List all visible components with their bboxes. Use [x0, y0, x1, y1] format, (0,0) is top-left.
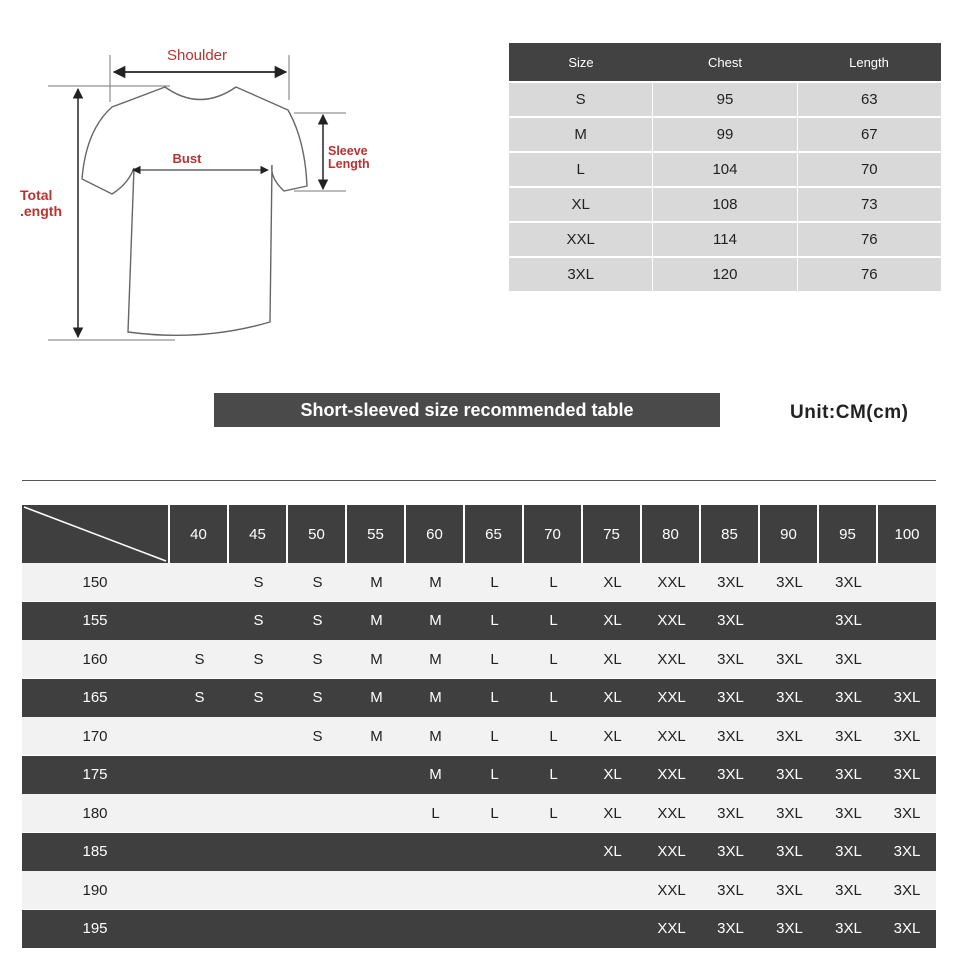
diagonal-divider-icon [22, 505, 168, 563]
size-recommendation-cell: 3XL [776, 804, 803, 822]
size-recommendation-cell: 3XL [893, 843, 921, 860]
size-recommendation-cell: 3XL [776, 727, 803, 745]
size-recommendation-cell: L [431, 804, 440, 822]
size-recommendation-cell: 3XL [893, 766, 921, 783]
size-recommendation-cell: M [429, 766, 442, 783]
size-recommendation-cell: XL [603, 650, 622, 668]
size-recommendation-cell: XXL [657, 766, 686, 783]
size-recommendation-cell: S [253, 689, 264, 706]
table-row [22, 910, 936, 948]
size-recommendation-cell: XL [603, 727, 622, 745]
size-recommendation-cell: S [253, 612, 264, 629]
size-recommendation-cell: M [429, 573, 442, 591]
size-recommendation-cell: 3XL [893, 804, 921, 822]
size-recommendation-cell: S [194, 689, 205, 706]
chest-header: Chest [708, 54, 742, 70]
size-recommendation-cell: M [429, 727, 442, 745]
size-recommendation-cell: L [490, 612, 499, 629]
size-recommendation-cell: L [549, 573, 558, 591]
size-recommendation-cell: L [490, 573, 499, 591]
sleeve-label-line1: Sleeve [328, 144, 368, 158]
size-recommendation-cell: L [549, 766, 558, 783]
size-recommendation-cell: 3XL [717, 689, 744, 706]
size-recommendation-cell: L [549, 689, 558, 706]
shoulder-label: Shoulder [166, 47, 228, 64]
weight-header-cell: 100 [878, 505, 936, 563]
height-cell: 165 [82, 689, 108, 706]
size-recommendation-cell: 3XL [717, 766, 744, 783]
size-recommendation-cell: L [490, 804, 499, 822]
total-length-label-line1: Total [20, 187, 53, 203]
size-recommendation-cell: 3XL [835, 843, 862, 860]
size-recommendation-cell: XL [603, 804, 622, 822]
size-recommendation-cell: 3XL [835, 727, 862, 745]
size-recommendation-cell: L [549, 612, 558, 629]
size-recommendation-cell: 3XL [835, 881, 862, 899]
size-recommendation-cell: 3XL [835, 612, 862, 629]
chest-cell: 104 [653, 153, 796, 186]
size-recommendation-cell: S [312, 727, 323, 745]
tshirt-outline [82, 87, 307, 335]
weight-header-cell: 40 [170, 505, 227, 563]
size-recommendation-cell: XL [603, 689, 622, 706]
weight-header-cell: 50 [288, 505, 345, 563]
size-recommendation-cell: XXL [657, 804, 686, 822]
size-recommendation-cell: 3XL [717, 573, 744, 591]
length-cell: 73 [798, 188, 941, 221]
size-recommendation-cell: 3XL [776, 573, 803, 591]
chest-cell: 114 [653, 223, 796, 256]
size-recommendation-cell: 3XL [893, 689, 921, 706]
size-recommendation-cell: 3XL [776, 843, 803, 860]
size-header: Size [568, 54, 594, 70]
weight-header-cell: 75 [583, 505, 640, 563]
table-row [22, 833, 936, 871]
size-recommendation-cell: 3XL [835, 920, 862, 937]
size-row [509, 151, 941, 186]
recommended-table-title: Short-sleeved size recommended table [214, 393, 720, 427]
height-cell: 175 [82, 766, 108, 783]
corner-cell [22, 505, 168, 563]
size-cell: M [509, 118, 652, 151]
size-recommendation-cell: 3XL [835, 689, 862, 706]
weight-header-cell: 65 [465, 505, 522, 563]
size-recommendation-cell: 3XL [776, 689, 803, 706]
size-cell: S [509, 83, 652, 116]
length-cell: 63 [798, 83, 941, 116]
size-recommendation-cell: 3XL [717, 650, 744, 668]
sleeve-label-line2: Length [328, 157, 370, 171]
table-row [22, 717, 936, 755]
size-table-header [509, 43, 941, 81]
size-recommendation-cell: S [312, 689, 323, 706]
size-row [509, 186, 941, 221]
height-cell: 190 [82, 881, 108, 899]
bust-label: Bust [172, 151, 202, 166]
size-cell: XXL [509, 223, 652, 256]
weight-header-row [22, 505, 936, 563]
size-recommendation-cell: L [490, 727, 499, 745]
table-row [22, 871, 936, 909]
weight-header-cell: 80 [642, 505, 699, 563]
size-recommendation-cell: M [370, 689, 383, 706]
size-recommendation-cell: S [312, 573, 323, 591]
height-cell: 155 [82, 612, 108, 629]
chest-cell: 120 [653, 258, 796, 291]
table-row [22, 794, 936, 832]
size-recommendation-cell: L [490, 650, 499, 668]
size-recommendation-cell: 3XL [893, 727, 921, 745]
size-recommendation-cell: XXL [657, 881, 686, 899]
size-recommendation-cell: XXL [657, 650, 686, 668]
size-recommendation-cell: S [253, 650, 264, 668]
size-row [509, 256, 941, 291]
size-recommendation-cell: 3XL [893, 920, 921, 937]
size-recommendation-cell: XXL [657, 727, 686, 745]
weight-header-cell: 45 [229, 505, 286, 563]
size-measurement-table [509, 43, 941, 291]
table-row [22, 563, 936, 601]
table-row [22, 756, 936, 794]
height-cell: 150 [82, 573, 108, 591]
size-cell: L [509, 153, 652, 186]
weight-header-cell: 95 [819, 505, 876, 563]
height-cell: 195 [82, 920, 108, 937]
size-recommendation-cell: 3XL [717, 881, 744, 899]
table-row [22, 679, 936, 717]
weight-header-cell: 55 [347, 505, 404, 563]
size-recommendation-cell: 3XL [835, 650, 862, 668]
height-cell: 185 [82, 843, 108, 860]
size-recommendation-cell: XXL [657, 920, 686, 937]
size-cell: 3XL [509, 258, 652, 291]
length-cell: 76 [798, 223, 941, 256]
size-recommendation-cell: XXL [657, 689, 686, 706]
length-cell: 76 [798, 258, 941, 291]
length-header: Length [849, 54, 889, 70]
size-recommendation-cell: 3XL [717, 843, 744, 860]
size-recommendation-cell: XL [603, 843, 622, 860]
size-recommendation-cell: M [370, 650, 383, 668]
size-recommendation-cell: XXL [657, 612, 686, 629]
size-recommendation-cell: M [429, 612, 442, 629]
size-recommendation-cell: XL [603, 573, 622, 591]
size-recommendation-cell: M [370, 612, 383, 629]
size-recommendation-cell: L [549, 650, 558, 668]
size-recommendation-cell: 3XL [776, 881, 803, 899]
size-row [509, 81, 941, 116]
chest-cell: 99 [653, 118, 796, 151]
size-recommendation-cell: XXL [657, 573, 686, 591]
size-recommendation-cell: XXL [657, 843, 686, 860]
size-cell: XL [509, 188, 652, 221]
size-recommendation-cell: L [549, 804, 558, 822]
size-recommendation-cell: 3XL [717, 727, 744, 745]
height-cell: 160 [82, 650, 108, 668]
size-recommendation-cell: 3XL [717, 612, 744, 629]
chest-cell: 108 [653, 188, 796, 221]
table-row [22, 602, 936, 640]
size-recommendation-cell: L [549, 727, 558, 745]
table-top-divider [22, 480, 936, 481]
size-recommendation-cell: S [312, 650, 323, 668]
size-recommendation-cell: S [253, 573, 264, 591]
length-cell: 67 [798, 118, 941, 151]
size-recommendation-cell: 3XL [717, 920, 744, 937]
size-recommendation-cell: 3XL [776, 650, 803, 668]
size-recommendation-cell: S [312, 612, 323, 629]
length-cell: 70 [798, 153, 941, 186]
chest-cell: 95 [653, 83, 796, 116]
size-recommendation-cell: M [370, 727, 383, 745]
size-recommendation-cell: M [429, 650, 442, 668]
tshirt-measurement-diagram [0, 0, 400, 360]
total-length-label-line2: .ength [20, 203, 62, 219]
size-row [509, 221, 941, 256]
weight-header-cell: 85 [701, 505, 758, 563]
weight-header-cell: 90 [760, 505, 817, 563]
height-cell: 180 [82, 804, 108, 822]
unit-label: Unit:CM(cm) [790, 402, 909, 423]
size-recommendation-cell: L [490, 766, 499, 783]
weight-header-cell: 70 [524, 505, 581, 563]
size-recommendation-cell: 3XL [717, 804, 744, 822]
size-recommendation-cell: XL [603, 766, 622, 783]
size-recommendation-cell: 3XL [776, 920, 803, 937]
size-recommendation-cell: 3XL [835, 573, 862, 591]
height-cell: 170 [82, 727, 108, 745]
size-recommendation-cell: S [194, 650, 205, 668]
size-row [509, 116, 941, 151]
size-recommendation-cell: XL [603, 612, 622, 629]
size-recommendation-cell: M [370, 573, 383, 591]
size-recommendation-cell: 3XL [835, 766, 862, 783]
size-recommendation-table [22, 480, 936, 948]
size-recommendation-cell: 3XL [776, 766, 803, 783]
size-recommendation-cell: 3XL [893, 881, 921, 899]
weight-header-cell: 60 [406, 505, 463, 563]
size-recommendation-cell: M [429, 689, 442, 706]
size-recommendation-cell: 3XL [835, 804, 862, 822]
size-recommendation-cell: L [490, 689, 499, 706]
table-row [22, 640, 936, 678]
